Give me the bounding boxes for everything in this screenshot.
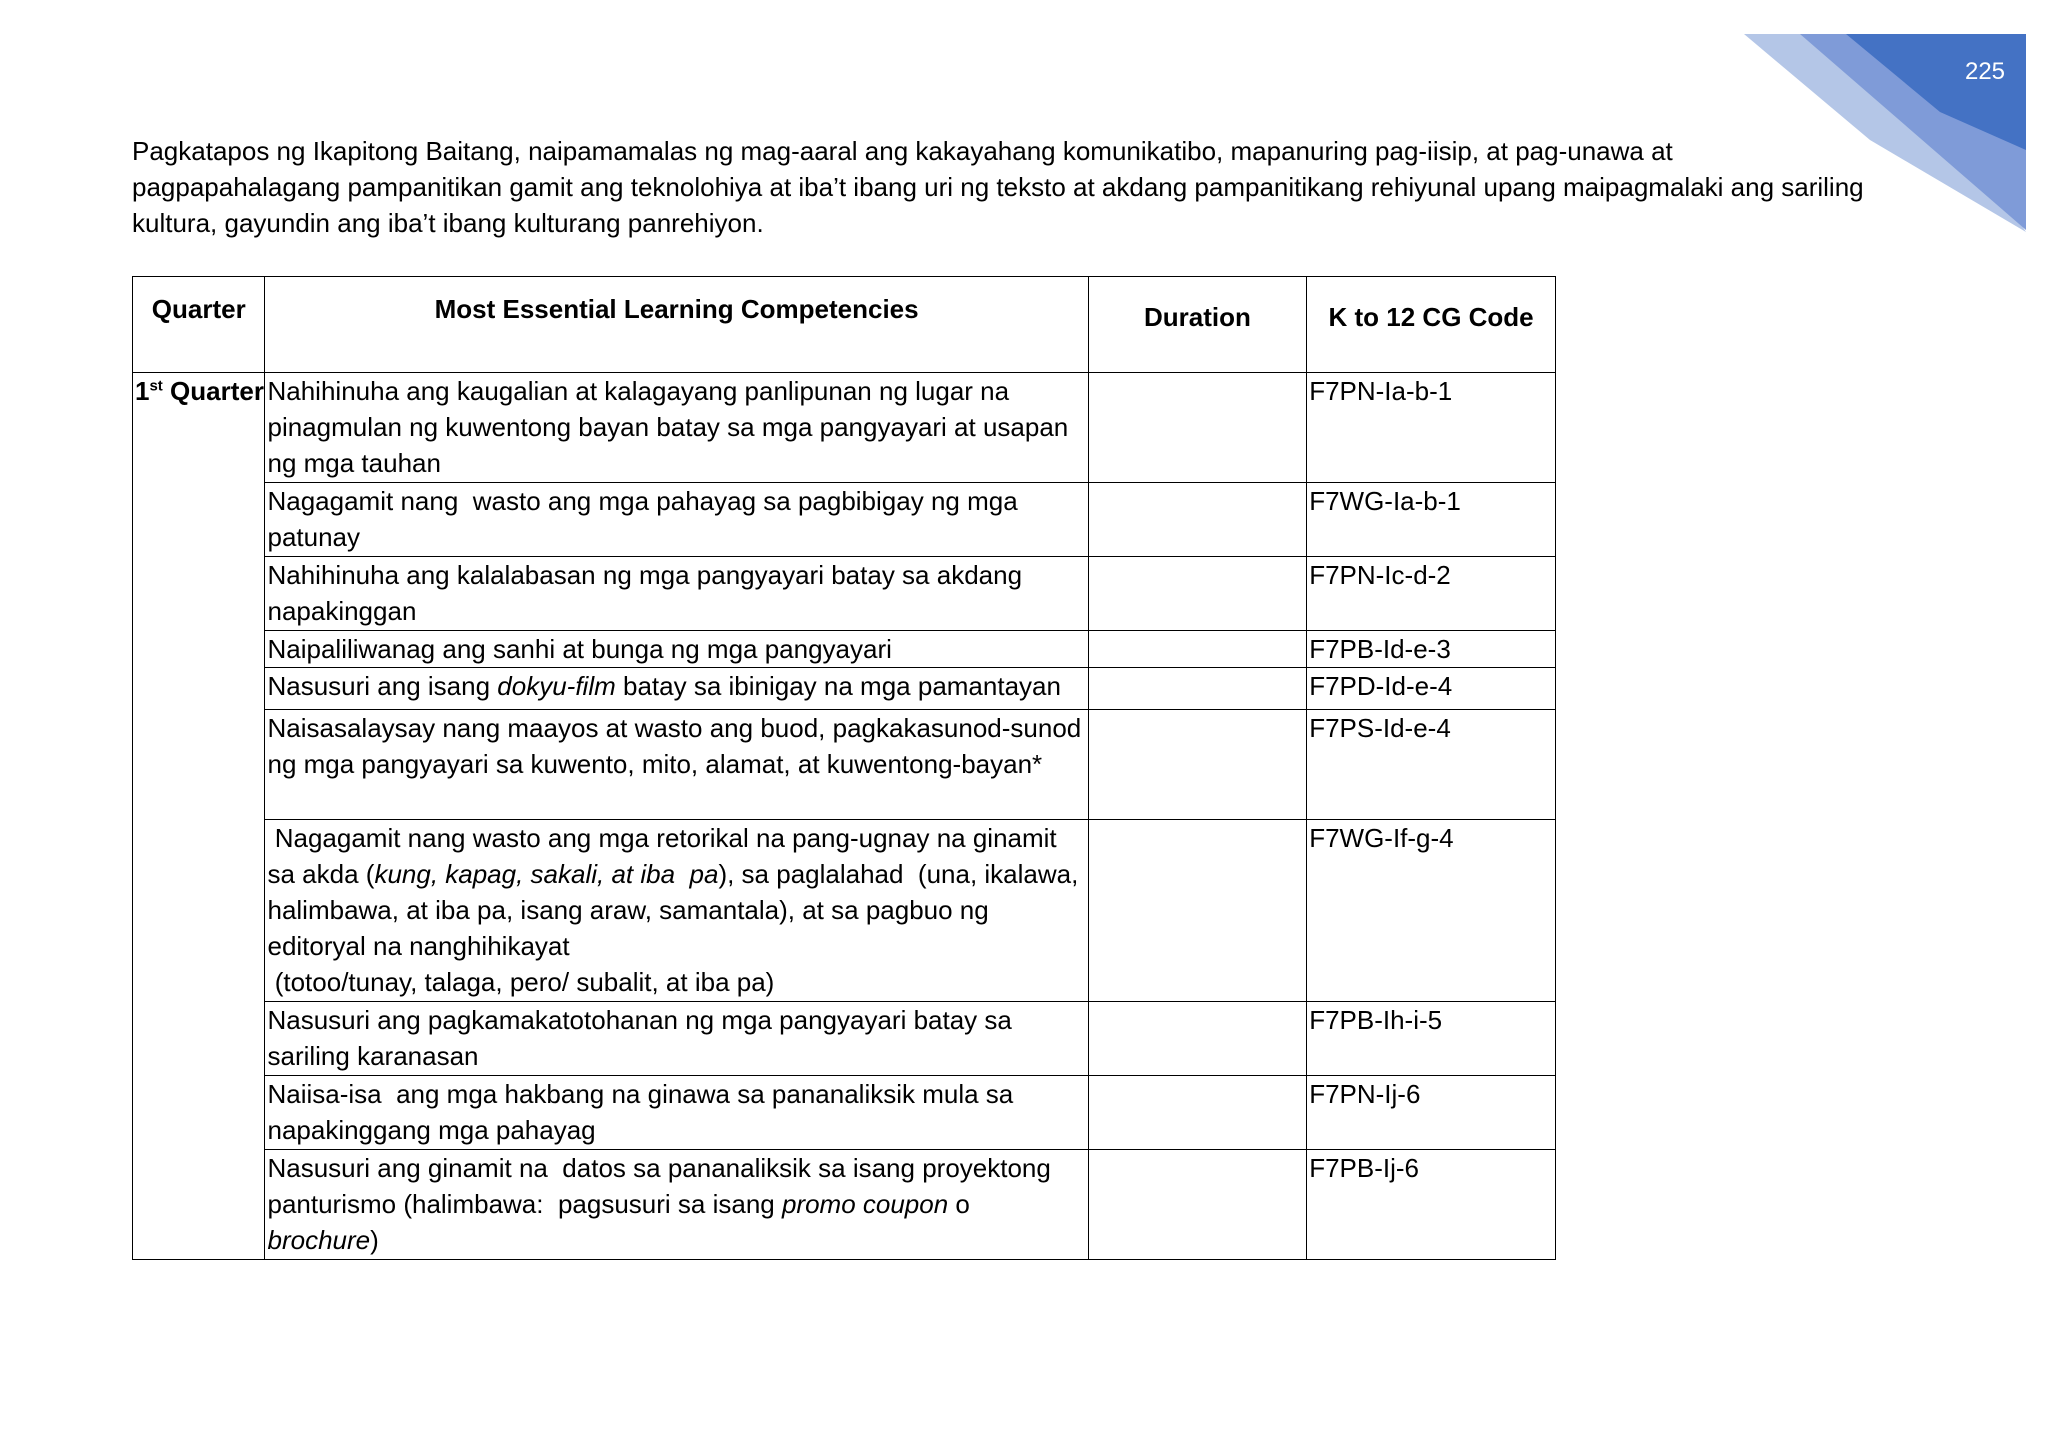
- duration-cell: [1088, 710, 1306, 820]
- cg-code-cell: F7WG-If-g-4: [1307, 820, 1556, 1002]
- competency-text: Nasusuri ang ginamit na datos sa pananaliksik sa isang proyektong panturismo (halimbawa: pagsusuri sa isang: [267, 1153, 1059, 1219]
- competency-italic-text: kung, kapag, sakali, at iba pa: [374, 859, 719, 889]
- cg-code-cell: F7PS-Id-e-4: [1307, 710, 1556, 820]
- table-row: [133, 557, 1556, 631]
- competency-cell: [265, 710, 1088, 820]
- duration-cell: [1088, 668, 1306, 710]
- intro-paragraph: Pagkatapos ng Ikapitong Baitang, naipamamalas ng mag-aaral ang kakayahang komunikatibo, mapanuring pag-iisip, at pag-unawa at pagpapahalagang pampanitikan gamit ang teknolohiya at iba’t ibang uri ng teksto at akdang pampanitikang rehiyunal upang maipagmalaki ang sariling kultura, gayundin ang iba’t ibang kulturang panrehiyon.: [132, 136, 1864, 238]
- competency-text: ), sa paglalahad (una, ikalawa, halimbawa, at iba pa, isang araw, samantala), at sa pagbuo ng editoryal na nanghihikayat: [267, 859, 1086, 961]
- duration-cell: [1088, 1076, 1306, 1150]
- competency-text: Naisasalaysay nang maayos at wasto ang buod, pagkakasunod-sunod ng mga pangyayari sa kuwento, mito, alamat, at kuwentong-bayan*: [267, 713, 1089, 779]
- competency-cell: [265, 631, 1088, 668]
- table-row: [133, 631, 1556, 668]
- table-row: [133, 668, 1556, 710]
- competency-cell: [265, 1002, 1088, 1076]
- competency-cell: [265, 483, 1088, 557]
- competency-text: ): [370, 1225, 379, 1255]
- competency-text: o: [948, 1189, 978, 1219]
- table-row: [133, 1076, 1556, 1150]
- competency-text: Nahihinuha ang kaugalian at kalagayang panlipunan ng lugar na pinagmulan ng kuwentong bayan batay sa mga pangyayari at usapan ng mga tauhan: [267, 376, 1076, 478]
- cg-code-cell: F7PN-Ic-d-2: [1307, 557, 1556, 631]
- duration-cell: [1088, 483, 1306, 557]
- table-header-row: [133, 277, 1556, 373]
- duration-cell: [1088, 631, 1306, 668]
- duration-cell: [1088, 1002, 1306, 1076]
- competency-text: Naiisa-isa ang mga hakbang na ginawa sa pananaliksik mula sa napakinggang mga pahayag: [267, 1079, 1021, 1145]
- competency-cell: [265, 557, 1088, 631]
- competency-cell: [265, 1076, 1088, 1150]
- competency-text: Nagagamit nang wasto ang mga retorikal na pang-ugnay na ginamit sa akda (: [267, 823, 1064, 889]
- competency-cell: [265, 668, 1088, 710]
- quarter-suffix: st: [149, 377, 163, 395]
- cg-code-cell: F7PB-Ij-6: [1307, 1150, 1556, 1260]
- header-code: K to 12 CG Code: [1307, 277, 1556, 373]
- competency-text: batay sa ibinigay na mga pamantayan: [615, 671, 1061, 701]
- competency-cell: [265, 373, 1088, 483]
- page-number: 225: [1964, 58, 2006, 85]
- quarter-word: Quarter: [162, 376, 264, 406]
- table-row: [133, 483, 1556, 557]
- cg-code-cell: F7PB-Id-e-3: [1307, 631, 1556, 668]
- competency-text: Nagagamit nang wasto ang mga pahayag sa pagbibigay ng mga patunay: [267, 486, 1025, 552]
- table-row: [133, 820, 1556, 1002]
- cg-code-cell: F7PN-Ij-6: [1307, 1076, 1556, 1150]
- table-row: [133, 1002, 1556, 1076]
- competency-text: Nahihinuha ang kalalabasan ng mga pangyayari batay sa akdang napakinggan: [267, 560, 1030, 626]
- competency-text: Nasusuri ang isang: [267, 671, 498, 701]
- competency-text: Nasusuri ang pagkamakatotohanan ng mga pangyayari batay sa sariling karanasan: [267, 1005, 1020, 1071]
- competency-italic-text: promo coupon: [781, 1189, 949, 1219]
- duration-cell: [1088, 1150, 1306, 1260]
- competency-text: (totoo/tunay, talaga, pero/ subalit, at iba pa): [267, 967, 775, 997]
- duration-cell: [1088, 557, 1306, 631]
- header-quarter: Quarter: [133, 277, 265, 373]
- cg-code-cell: F7PD-Id-e-4: [1307, 668, 1556, 710]
- table-row: [133, 373, 1556, 483]
- competency-text: Naipaliliwanag ang sanhi at bunga ng mga pangyayari: [267, 634, 892, 664]
- header-duration: Duration: [1088, 277, 1306, 373]
- quarter-cell: [133, 373, 265, 1260]
- duration-cell: [1088, 373, 1306, 483]
- competency-cell: [265, 820, 1088, 1002]
- competency-italic-text: dokyu-film: [497, 671, 616, 701]
- quarter-number: 1: [135, 376, 150, 406]
- table-row: [133, 1150, 1556, 1260]
- competency-cell: [265, 1150, 1088, 1260]
- table-row: [133, 710, 1556, 820]
- cg-code-cell: F7PB-Ih-i-5: [1307, 1002, 1556, 1076]
- competency-italic-text: brochure: [267, 1225, 371, 1255]
- header-competencies: Most Essential Learning Competencies: [265, 277, 1088, 373]
- duration-cell: [1088, 820, 1306, 1002]
- cg-code-cell: F7PN-Ia-b-1: [1307, 373, 1556, 483]
- cg-code-cell: F7WG-Ia-b-1: [1307, 483, 1556, 557]
- competency-table: [132, 276, 1556, 1260]
